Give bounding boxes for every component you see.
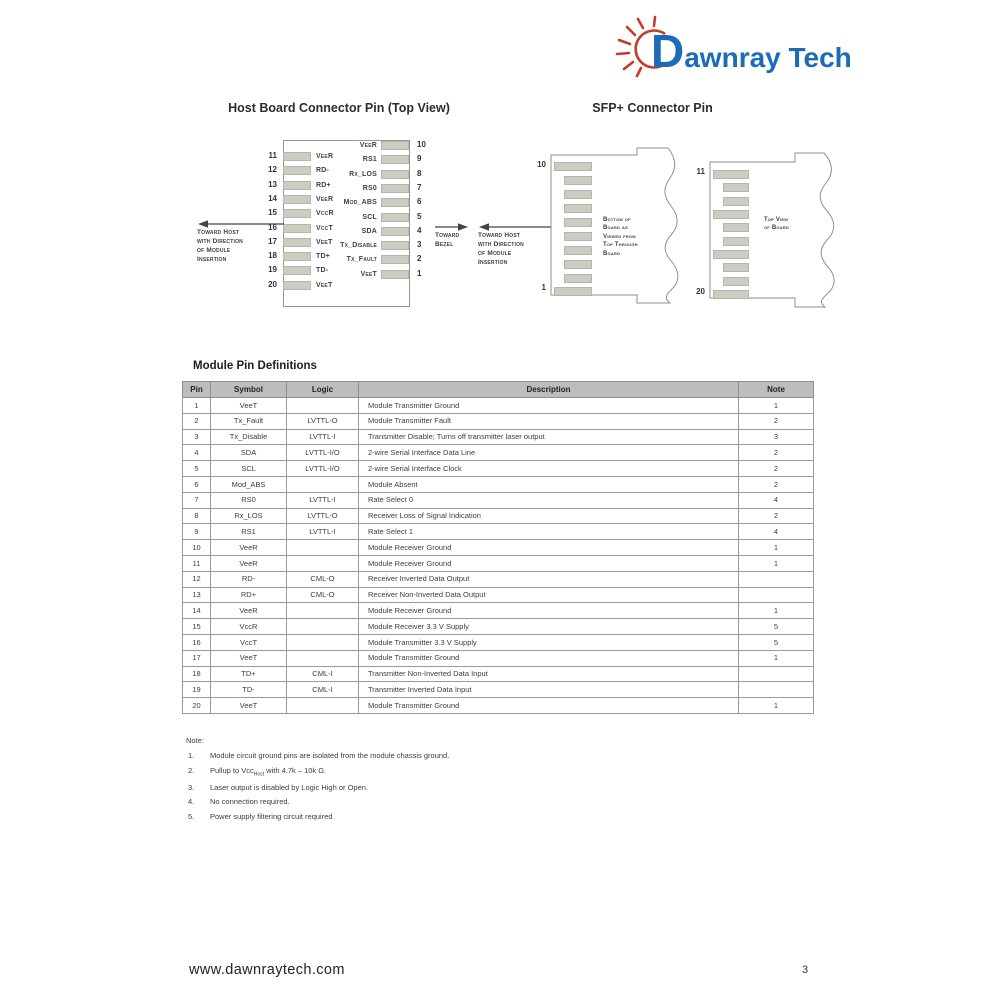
table-row	[183, 540, 814, 556]
logic-cell	[287, 634, 359, 650]
description-cell: Module Receiver 3.3 V Supply	[359, 619, 739, 635]
pin-number-bottom: 1	[541, 283, 546, 292]
pin-label-7: RS0	[362, 184, 377, 192]
pin-number-5: 5	[417, 211, 422, 221]
bottom-board-caption-line: Board as	[603, 225, 628, 232]
description-cell: Module Receiver Ground	[359, 603, 739, 619]
description-cell: Module Transmitter Ground	[359, 650, 739, 666]
pin-number-4: 4	[417, 225, 422, 235]
pin-label-15: VccR	[316, 210, 334, 218]
pin-label-17: VeeT	[316, 238, 333, 246]
symbol-cell: VeeT	[211, 698, 287, 714]
note-number: 1.	[188, 751, 195, 760]
sfp-diagram-title: SFP+ Connector Pin	[592, 101, 713, 115]
note-cell	[739, 666, 814, 682]
symbol-cell: RD-	[211, 571, 287, 587]
toward-bezel-label	[435, 231, 459, 249]
pin-table	[182, 381, 814, 714]
table-row	[183, 603, 814, 619]
logic-cell: LVTTL-I/O	[287, 461, 359, 477]
pin-pad-6	[381, 198, 409, 207]
note-cell: 4	[739, 524, 814, 540]
pin-label-3: Tx_Disable	[340, 242, 377, 250]
table-row	[183, 476, 814, 492]
bottom-board-caption-line: Viewed from	[603, 233, 636, 240]
description-cell: Transmitter Non-Inverted Data Input	[359, 666, 739, 682]
note-number: 4.	[188, 797, 195, 807]
board-pad	[713, 250, 749, 259]
description-cell: Module Transmitter 3.3 V Supply	[359, 634, 739, 650]
note-cell	[739, 682, 814, 698]
column-header-symbol: Symbol	[211, 382, 287, 398]
pin-cell: 13	[183, 587, 211, 603]
pin-table-container	[182, 381, 813, 714]
board-pad	[564, 218, 592, 227]
logic-cell: CML-I	[287, 682, 359, 698]
pin-pad-2	[381, 255, 409, 264]
board-pad	[564, 274, 592, 283]
toward-host-line: of Module	[478, 250, 512, 257]
board-pad	[564, 176, 592, 185]
logic-cell: CML-O	[287, 571, 359, 587]
note-cell: 2	[739, 476, 814, 492]
note-cell: 3	[739, 429, 814, 445]
note-number: 5.	[188, 811, 195, 821]
note-cell	[739, 587, 814, 603]
logic-cell: LVTTL-I	[287, 524, 359, 540]
logic-cell	[287, 398, 359, 414]
top-board-caption	[764, 216, 808, 233]
toward-host-line: Toward Host	[478, 232, 521, 239]
description-cell: Receiver Inverted Data Output	[359, 571, 739, 587]
pin-pad-4	[381, 227, 409, 236]
column-header-pin: Pin	[183, 382, 211, 398]
pin-label-20: VeeT	[316, 281, 333, 289]
note-item: 5. Power supply filtering circuit required	[188, 811, 333, 821]
sfp-top-board-view	[690, 145, 845, 315]
pin-pad-1	[381, 270, 409, 279]
note-cell: 5	[739, 619, 814, 635]
pin-cell: 12	[183, 571, 211, 587]
pin-number-13: 13	[268, 179, 277, 189]
logic-cell	[287, 540, 359, 556]
description-cell: Module Transmitter Ground	[359, 698, 739, 714]
column-header-logic: Logic	[287, 382, 359, 398]
symbol-cell: VeeT	[211, 650, 287, 666]
pin-cell: 8	[183, 508, 211, 524]
symbol-cell: SDA	[211, 445, 287, 461]
table-row	[183, 666, 814, 682]
description-cell: Receiver Loss of Signal Indication	[359, 508, 739, 524]
pin-label-10: VeeR	[359, 142, 377, 149]
note-item: 3. Laser output is disabled by Logic High or Open.	[188, 782, 369, 792]
board-pad	[564, 190, 592, 199]
toward-host-label-2	[478, 231, 524, 267]
notes-section	[186, 736, 666, 826]
symbol-cell: VeeR	[211, 540, 287, 556]
logic-cell	[287, 619, 359, 635]
note-cell: 4	[739, 492, 814, 508]
pin-label-19: TD-	[316, 267, 329, 275]
table-row	[183, 682, 814, 698]
pin-label-12: RD-	[316, 167, 330, 175]
sfp-bottom-board-view	[530, 140, 680, 315]
pin-pad-5	[381, 213, 409, 222]
table-row	[183, 571, 814, 587]
pin-cell: 19	[183, 682, 211, 698]
pin-cell: 14	[183, 603, 211, 619]
bottom-board-caption	[603, 216, 645, 258]
pin-number-10: 10	[417, 140, 426, 149]
table-row	[183, 634, 814, 650]
table-row	[183, 698, 814, 714]
note-item: 4. No connection required.	[188, 797, 290, 807]
logic-cell	[287, 603, 359, 619]
table-row	[183, 524, 814, 540]
table-row	[183, 398, 814, 414]
description-cell: 2-wire Serial Interface Data Line	[359, 445, 739, 461]
logic-cell	[287, 650, 359, 666]
table-row	[183, 650, 814, 666]
pin-number-top: 10	[537, 160, 546, 169]
symbol-cell: TD-	[211, 682, 287, 698]
column-header-note: Note	[739, 382, 814, 398]
toward-host-line: Insertion	[197, 256, 227, 263]
note-cell: 1	[739, 555, 814, 571]
pin-cell: 4	[183, 445, 211, 461]
description-cell: Module Transmitter Ground	[359, 398, 739, 414]
board-pad	[554, 287, 592, 296]
board-pad	[723, 263, 749, 272]
board-pad	[713, 210, 749, 219]
pin-number-17: 17	[268, 236, 277, 246]
note-cell: 2	[739, 461, 814, 477]
pin-cell: 17	[183, 650, 211, 666]
logic-cell	[287, 555, 359, 571]
pin-number-20: 20	[268, 279, 277, 289]
logo-text: Dawnray Tech	[651, 25, 852, 77]
page-number: 3	[802, 964, 809, 976]
board-pad	[554, 162, 592, 171]
symbol-cell: SCL	[211, 461, 287, 477]
table-row	[183, 492, 814, 508]
pin-pad-10	[381, 141, 409, 150]
symbol-cell: VccR	[211, 619, 287, 635]
symbol-cell: Tx_Disable	[211, 429, 287, 445]
board-pad	[564, 232, 592, 241]
logic-cell: LVTTL-O	[287, 508, 359, 524]
note-item: 2. Pullup to Vcc$_{Host}$ with 4.7k – 10k Ω.	[188, 765, 326, 778]
note-subscript: Host	[253, 771, 265, 778]
table-title: Module Pin Definitions	[193, 360, 317, 372]
pin-pad-3	[381, 241, 409, 250]
table-row	[183, 587, 814, 603]
symbol-cell: VccT	[211, 634, 287, 650]
symbol-cell: Tx_Fault	[211, 413, 287, 429]
toward-host-label	[197, 228, 243, 264]
toward-bezel-line: Toward	[435, 232, 460, 239]
logic-cell: CML-I	[287, 666, 359, 682]
pin-number-9: 9	[417, 154, 422, 164]
table-row	[183, 445, 814, 461]
pin-cell: 7	[183, 492, 211, 508]
pin-cell: 5	[183, 461, 211, 477]
symbol-cell: VeeR	[211, 603, 287, 619]
top-board-caption-line: Top View	[764, 217, 789, 223]
note-cell: 1	[739, 603, 814, 619]
board-pad	[723, 237, 749, 246]
pin-pad-20	[283, 281, 311, 290]
pin-number-19: 19	[268, 265, 277, 275]
logic-cell: LVTTL-I	[287, 429, 359, 445]
pin-label-6: Mod_ABS	[343, 199, 377, 207]
column-header-description: Description	[359, 382, 739, 398]
description-cell: Rate Select 0	[359, 492, 739, 508]
bottom-board-caption-line: Board	[603, 250, 621, 257]
pin-label-11: VeeR	[316, 153, 334, 160]
description-cell: Module Absent	[359, 476, 739, 492]
board-pad	[564, 260, 592, 269]
logic-cell: LVTTL-I/O	[287, 445, 359, 461]
table-row	[183, 619, 814, 635]
symbol-cell: TD+	[211, 666, 287, 682]
note-cell: 1	[739, 650, 814, 666]
toward-host-line: with Direction	[197, 238, 243, 245]
symbol-cell: Mod_ABS	[211, 476, 287, 492]
note-cell: 2	[739, 445, 814, 461]
table-row	[183, 555, 814, 571]
pin-number-bottom: 20	[696, 287, 705, 296]
toward-host-line: Insertion	[478, 259, 508, 266]
logic-cell: LVTTL-I	[287, 492, 359, 508]
logic-cell: CML-O	[287, 587, 359, 603]
symbol-cell: RS1	[211, 524, 287, 540]
pin-cell: 2	[183, 413, 211, 429]
pin-cell: 15	[183, 619, 211, 635]
pin-label-8: Rx_LOS	[349, 170, 377, 178]
pin-label-2: Tx_Fault	[346, 256, 377, 264]
company-logo	[605, 14, 855, 78]
note-number: 3.	[188, 782, 195, 792]
footer-website: www.dawnraytech.com	[189, 962, 345, 978]
pin-number-14: 14	[268, 193, 277, 203]
description-cell: Transmitter Inverted Data Input	[359, 682, 739, 698]
note-cell: 2	[739, 413, 814, 429]
pin-number-2: 2	[417, 254, 422, 264]
pin-cell: 16	[183, 634, 211, 650]
description-cell: Rate Select 1	[359, 524, 739, 540]
pin-label-18: TD+	[316, 253, 331, 261]
description-cell: Receiver Non-Inverted Data Output	[359, 587, 739, 603]
symbol-cell: RS0	[211, 492, 287, 508]
notes-heading: Note:	[186, 736, 204, 745]
pin-label-14: VeeR	[316, 195, 334, 203]
symbol-cell: Rx_LOS	[211, 508, 287, 524]
pin-label-13: RD+	[316, 181, 331, 189]
symbol-cell: RD+	[211, 587, 287, 603]
table-row	[183, 461, 814, 477]
note-cell: 1	[739, 398, 814, 414]
table-row	[183, 429, 814, 445]
board-pad	[713, 170, 749, 179]
board-pad	[723, 197, 749, 206]
note-item: 1. Module circuit ground pins are isolated from the module chassis ground.	[188, 751, 450, 760]
description-cell: 2-wire Serial Interface Clock	[359, 461, 739, 477]
host-diagram-title: Host Board Connector Pin (Top View)	[228, 101, 450, 115]
note-cell: 1	[739, 698, 814, 714]
bottom-board-caption-line: Top Through	[603, 242, 638, 249]
note-number: 2.	[188, 765, 195, 775]
pin-pad-7	[381, 184, 409, 193]
pin-number-7: 7	[417, 182, 422, 192]
pin-number-8: 8	[417, 168, 422, 178]
description-cell: Module Receiver Ground	[359, 540, 739, 556]
pin-pad-8	[381, 170, 409, 179]
pin-cell: 18	[183, 666, 211, 682]
board-pad	[723, 277, 749, 286]
pin-cell: 10	[183, 540, 211, 556]
description-cell: Transmitter Disable; Turns off transmitter laser output	[359, 429, 739, 445]
toward-host-line: Toward Host	[197, 229, 240, 236]
pin-label-1: VeeT	[360, 270, 377, 278]
pin-number-top: 11	[696, 167, 705, 176]
pin-cell: 9	[183, 524, 211, 540]
pin-cell: 20	[183, 698, 211, 714]
top-board-caption-line: of Board	[764, 225, 789, 232]
pin-number-1: 1	[417, 268, 422, 278]
toward-host-line: of Module	[197, 247, 231, 254]
description-cell: Module Receiver Ground	[359, 555, 739, 571]
pin-table-header	[183, 382, 814, 398]
bottom-board-caption-line: Bottom of	[603, 217, 631, 223]
pin-number-12: 12	[268, 165, 277, 175]
pin-number-11: 11	[268, 151, 277, 160]
toward-host-line: with Direction	[478, 241, 524, 248]
pin-label-9: RS1	[362, 156, 377, 164]
logic-cell: LVTTL-O	[287, 413, 359, 429]
pin-number-16: 16	[268, 222, 277, 232]
pin-pad-9	[381, 155, 409, 164]
logic-cell	[287, 476, 359, 492]
pin-label-5: SCL	[362, 213, 377, 221]
pin-number-15: 15	[268, 208, 277, 218]
pin-cell: 11	[183, 555, 211, 571]
pin-cell: 6	[183, 476, 211, 492]
pin-number-6: 6	[417, 197, 422, 207]
pin-cell: 1	[183, 398, 211, 414]
pin-number-18: 18	[268, 251, 277, 261]
board-pad	[564, 246, 592, 255]
table-row	[183, 413, 814, 429]
pin-label-4: SDA	[361, 227, 377, 235]
board-pad	[713, 290, 749, 299]
toward-bezel-line: Bezel	[435, 241, 454, 248]
note-cell: 2	[739, 508, 814, 524]
note-cell: 1	[739, 540, 814, 556]
pin-cell: 3	[183, 429, 211, 445]
table-row	[183, 508, 814, 524]
logic-cell	[287, 698, 359, 714]
note-cell: 5	[739, 634, 814, 650]
symbol-cell: VeeT	[211, 398, 287, 414]
board-pad	[564, 204, 592, 213]
symbol-cell: VeeR	[211, 555, 287, 571]
pin-number-3: 3	[417, 240, 422, 250]
board-pad	[723, 183, 749, 192]
note-cell	[739, 571, 814, 587]
board-pad	[723, 223, 749, 232]
pin-label-16: VccT	[316, 224, 333, 232]
description-cell: Module Transmitter Fault	[359, 413, 739, 429]
